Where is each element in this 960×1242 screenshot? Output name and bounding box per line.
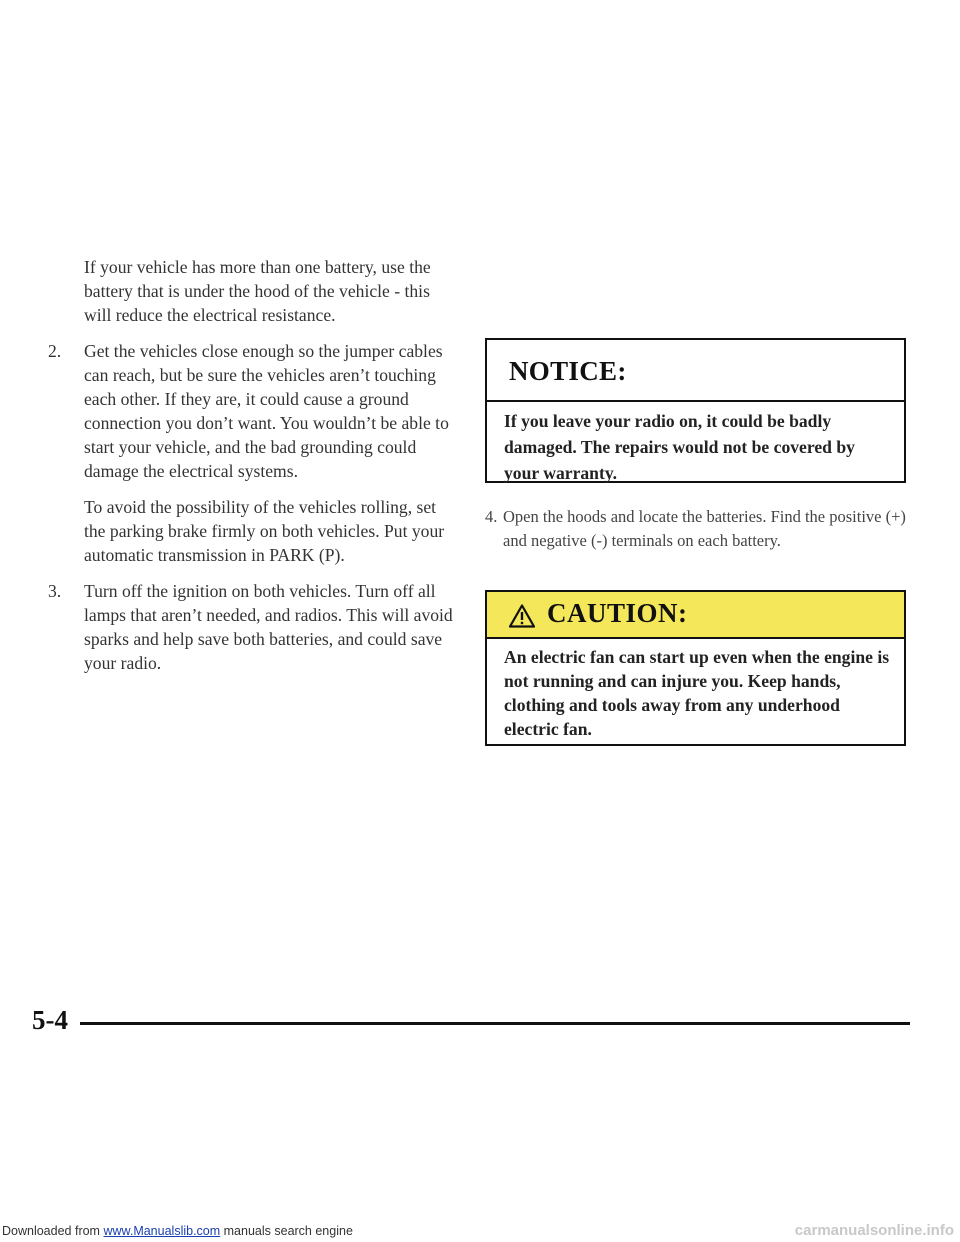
footer-suffix: manuals search engine bbox=[220, 1224, 353, 1238]
step-2-followup: To avoid the possibility of the vehicles rolling, set the parking brake firmly on both vehicles. Put your automatic transmission in PARK (P). bbox=[84, 497, 445, 565]
step-2-number: 2. bbox=[48, 341, 62, 361]
left-column bbox=[48, 255, 453, 687]
step-4-text: Open the hoods and locate the batteries. Find the positive (+) and negative (-) terminals on each battery. bbox=[503, 507, 906, 550]
step-4 bbox=[485, 505, 915, 553]
page-rule bbox=[80, 1022, 910, 1025]
notice-title: NOTICE: bbox=[509, 356, 627, 386]
caution-body: An electric fan can start up even when the engine is not running and can injure you. Keep hands, clothing and tools away from any underhood electric fan. bbox=[504, 647, 890, 739]
notice-body: If you leave your radio on, it could be badly damaged. The repairs would not be covered by your warranty. bbox=[504, 411, 855, 483]
caution-header bbox=[487, 592, 904, 639]
caution-title: CAUTION: bbox=[547, 598, 688, 628]
step-3-text: Turn off the ignition on both vehicles. Turn off all lamps that aren’t needed, and radios. This will avoid sparks and help save both batteries, and could save your radio. bbox=[84, 581, 453, 673]
step-3-number: 3. bbox=[48, 581, 62, 601]
caution-box bbox=[485, 590, 906, 746]
step-3 bbox=[48, 579, 453, 675]
warning-triangle-icon bbox=[509, 604, 535, 628]
step-2-text: Get the vehicles close enough so the jumper cables can reach, but be sure the vehicles aren’t touching each other. If they are, it could cause a ground connection you don’t want. You wouldn’t be able to start your vehicle, and the bad grounding could damage the electrical systems. bbox=[84, 341, 449, 481]
footer-prefix: Downloaded from bbox=[2, 1224, 104, 1238]
footer bbox=[0, 1222, 960, 1242]
manualslib-link[interactable]: www.Manualslib.com bbox=[103, 1224, 221, 1238]
footer-text bbox=[2, 1224, 353, 1238]
page-number: 5-4 bbox=[32, 1005, 68, 1035]
notice-divider bbox=[485, 400, 904, 402]
intro-paragraph: If your vehicle has more than one battery, use the battery that is under the hood of the vehicle - this will reduce the electrical resistance. bbox=[84, 257, 431, 325]
step-4-number: 4. bbox=[485, 507, 498, 526]
watermark: carmanualsonline.info bbox=[794, 1222, 954, 1239]
step-2 bbox=[48, 339, 453, 483]
